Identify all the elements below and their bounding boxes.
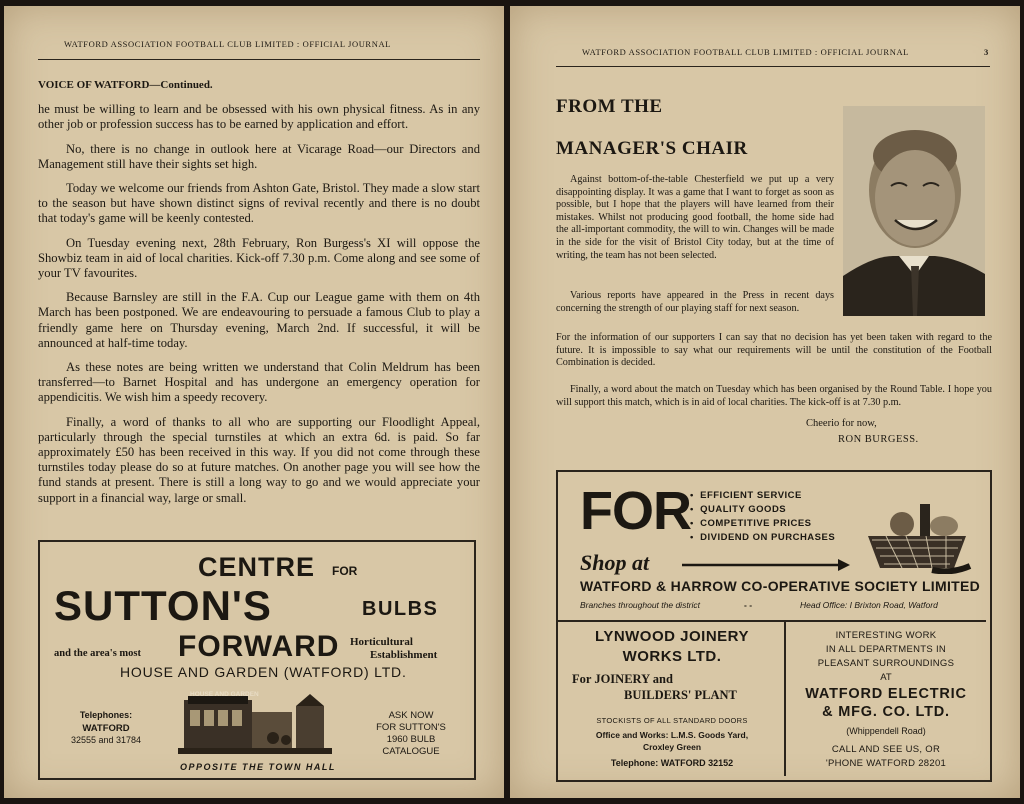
article-paragraph: Finally, a word of thanks to all who are supporting our Floodlight Appeal, particularly through the special turnstiles at which an extra 6d. is paid. So far approximately £50 has been received in this way. If you did not come through these turnstiles today please do so at future matches. On another page you will see how the fund stands at present. There is still a long way to go and we would appreciate your support in a financial way, large or small. bbox=[38, 414, 480, 505]
header-rule bbox=[38, 59, 480, 60]
shop-illustration bbox=[178, 686, 332, 758]
manager-signature: RON BURGESS. bbox=[838, 434, 919, 445]
article-paragraph: On Tuesday evening next, 28th February, Ron Burgess's XI will oppose the Showbiz team in aid of local charities. Kick-off 7.30 p.m. Come along and see some of your TV favourites. bbox=[38, 235, 480, 281]
left-page bbox=[4, 6, 504, 798]
arrow-icon bbox=[682, 558, 852, 572]
ad-catalogue: CATALOGUE bbox=[382, 746, 440, 757]
right-page bbox=[510, 6, 1020, 798]
electric-road: (Whippendell Road) bbox=[846, 726, 926, 736]
article-paragraph: No, there is no change in outlook here at Vicarage Road—our Directors and Management still have their sights set high. bbox=[38, 141, 480, 171]
ad-suttons: SUTTON'S bbox=[54, 582, 272, 629]
shop-sign: HOUSE AND GARDEN bbox=[190, 691, 259, 698]
lynwood-name1: LYNWOOD JOINERY bbox=[595, 628, 749, 645]
voice-of-watford-article bbox=[38, 78, 480, 515]
manager-paragraph: Finally, a word about the match on Tuesday which has been organised by the Round Table. I hope you will support this match, which is in aid of local charities. The kick-off is at 7.30 p.m. bbox=[556, 384, 992, 408]
manager-title-line1: FROM THE bbox=[556, 96, 663, 117]
coop-society: WATFORD & HARROW CO-OPERATIVE SOCIETY LIMITED bbox=[580, 578, 981, 594]
article-paragraph: As these notes are being written we understand that Colin Meldrum has been transferred—to Barnet Hospital and has undergone an emergency operation for appendicitis. We wish him a speedy recovery. bbox=[38, 360, 480, 405]
coop-dashes: - - bbox=[744, 600, 753, 610]
ad-bulbs: BULBS bbox=[362, 598, 439, 620]
lynwood-stockists: STOCKISTS OF ALL STANDARD DOORS bbox=[596, 716, 748, 725]
manager-title-line2: MANAGER'S CHAIR bbox=[556, 138, 748, 159]
ad-centre: CENTRE bbox=[198, 552, 316, 582]
ad-telephones-label: Telephones: bbox=[79, 710, 133, 720]
lynwood-builders: BUILDERS' PLANT bbox=[624, 688, 737, 702]
lynwood-office: Office and Works: L.M.S. Goods Yard, bbox=[595, 730, 749, 740]
shopping-basket-icon bbox=[862, 498, 972, 574]
header-rule bbox=[556, 66, 990, 67]
coop-branches: Branches throughout the district bbox=[580, 600, 701, 610]
ad-for-suttons: FOR SUTTON'S bbox=[376, 722, 446, 733]
ad-for: FOR bbox=[332, 564, 358, 578]
electric-line2: IN ALL DEPARTMENTS IN bbox=[825, 644, 947, 655]
coop-bullet: • COMPETITIVE PRICES bbox=[690, 518, 812, 529]
electric-line3: PLEASANT SURROUNDINGS bbox=[817, 658, 955, 669]
coop-head-office: Head Office: I Brixton Road, Watford bbox=[800, 600, 938, 610]
ad-divider-vertical bbox=[784, 620, 786, 776]
ad-horticultural: Horticultural bbox=[350, 636, 413, 648]
ad-bulb-year: 1960 BULB bbox=[386, 734, 436, 745]
electric-name2: & MFG. CO. LTD. bbox=[822, 704, 950, 720]
lynwood-for: For JOINERY and bbox=[572, 672, 673, 686]
electric-line4: AT bbox=[880, 672, 892, 683]
ad-ask-now: ASK NOW bbox=[388, 710, 434, 721]
coop-bullet: • EFFICIENT SERVICE bbox=[690, 490, 802, 501]
article-heading: VOICE OF WATFORD—Continued. bbox=[38, 79, 213, 91]
manager-paragraph: Various reports have appeared in the Press in recent days concerning the strength of our playing staff for next season. bbox=[556, 290, 834, 314]
ad-telephones-numbers: 32555 and 31784 bbox=[70, 735, 142, 745]
ad-forward: FORWARD bbox=[178, 630, 340, 663]
article-paragraph: Today we welcome our friends from Ashton Gate, Bristol. They made a slow start to the season but have shown distinct signs of revival recently and there is no doubt that today's game will be keenly contested. bbox=[38, 181, 480, 226]
adverts-frame bbox=[556, 470, 992, 782]
ad-telephones-town: WATFORD bbox=[82, 723, 130, 734]
coop-bullet: • QUALITY GOODS bbox=[690, 504, 787, 515]
lynwood-telephone: Telephone: WATFORD 32152 bbox=[610, 758, 734, 768]
manager-paragraph: Against bottom-of-the-table Chesterfield we put up a very disappointing display. It was a game that I want to forget as soon as possible, but I hope that the players will have learned from their mistakes. Whilst not producing good football, the home side had the all-important commodity, the will to win. Changes will be made in the side for the visit of Bristol City today, but at the time of writing, the team has not been selected. bbox=[556, 174, 834, 261]
ad-establishment: Establishment bbox=[370, 649, 438, 661]
manager-signoff: Cheerio for now, bbox=[806, 418, 877, 429]
electric-line1: INTERESTING WORK bbox=[835, 630, 937, 641]
journal-header-right: WATFORD ASSOCIATION FOOTBALL CLUB LIMITED : OFFICIAL JOURNAL bbox=[582, 47, 909, 57]
article-paragraph: he must be willing to learn and be obsessed with his own physical fitness. As in any other job or profession success has to be earned by application and effort. bbox=[38, 102, 480, 132]
ad-opposite: OPPOSITE THE TOWN HALL bbox=[180, 762, 336, 772]
coop-bullet: • DIVIDEND ON PURCHASES bbox=[690, 532, 836, 543]
manager-paragraph: For the information of our supporters I can say that no decision has yet been taken with regard to the future. It is impossible to say what our requirements will be until the constitution of the Football Combination is decided. bbox=[556, 332, 992, 369]
coop-for: FOR bbox=[580, 481, 691, 541]
suttons-advert bbox=[38, 540, 476, 780]
electric-name1: WATFORD ELECTRIC bbox=[805, 686, 967, 702]
manager-photo bbox=[843, 106, 985, 316]
electric-call: CALL AND SEE US, OR bbox=[831, 744, 941, 755]
electric-phone: 'PHONE WATFORD 28201 bbox=[825, 758, 947, 769]
ad-house-garden: HOUSE AND GARDEN (WATFORD) LTD. bbox=[120, 664, 407, 680]
article-paragraph: Because Barnsley are still in the F.A. Cup our League game with them on 4th March has been postponed. We are endeavouring to persuade a famous Club to play a friendly game here on Thursday evening, March 2nd. If successful, it will be announced at half-time today. bbox=[38, 290, 480, 350]
coop-shop-at: Shop at bbox=[580, 550, 650, 575]
page-number: 3 bbox=[984, 47, 989, 57]
ad-divider bbox=[558, 620, 986, 622]
lynwood-name2: WORKS LTD. bbox=[622, 648, 722, 665]
lynwood-croxley: Croxley Green bbox=[642, 742, 702, 752]
journal-header-left: WATFORD ASSOCIATION FOOTBALL CLUB LIMITED : OFFICIAL JOURNAL bbox=[64, 39, 391, 49]
ad-areas-most: and the area's most bbox=[54, 648, 142, 659]
